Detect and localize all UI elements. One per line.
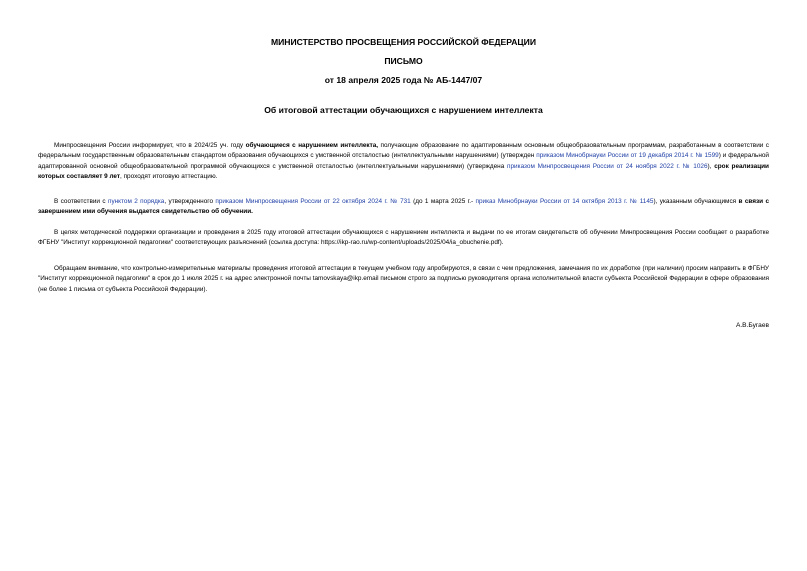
p2-text-3: (до 1 марта 2025 г.-	[410, 198, 476, 205]
p1-bold-2: срок реализации которых составляет 9 лет	[38, 162, 769, 181]
p1-text-5: , проходят итоговую аттестацию.	[120, 173, 218, 181]
p1-text-3: ) и федеральной адаптированной основной общеобразовательной программой обучающихся с умственной отсталостью (интеллектуальными нарушениями) (утверждена	[38, 152, 769, 170]
p1-bold-1: обучающиеся с нарушением интеллекта,	[245, 142, 379, 149]
date-number: от 18 апреля 2025 года № АБ-1447/07	[324, 75, 483, 85]
link-order-1599[interactable]: приказом Минобрнауки России от 19 декабря 2014 г. № 1599	[536, 152, 719, 160]
paragraph-4: Обращаем внимание, что контрольно-измерительные материалы проведения итоговой аттестации в текущем учебном году апробируются, в связи с чем предложения, замечания по их доработке (при наличии) просим направить в ФГБНУ "Институт коррекционной педагогики" в срок до 1 июля 2025 г. на адрес электронной почты tamovskaya@ikp.email письмом строго за подписью руководителя органа исполнительной власти субъекта Российской Федерации в сфере образования (не более 1 письма от субъекта Российской Федерации).	[38, 265, 769, 293]
document-type: ПИСЬМО	[384, 56, 423, 66]
link-order-731[interactable]: приказом Минпросвещения России от 22 октября 2024 г. № 731	[215, 198, 411, 205]
p1-text-2: получающие образование по адаптированным основным общеобразовательным программам, разработанным в соответствии с федеральным государственным образовательным стандартом образования обучающихся с умственной отсталостью (интеллектуальными нарушениями) (утвержден	[38, 142, 769, 160]
link-order-1145[interactable]: приказ Минобрнауки России от 14 октября 2013 г. № 1145	[475, 198, 654, 205]
signature: А.В.Бугаев	[735, 322, 769, 329]
link-point-2-procedure[interactable]: пунктом 2 порядка	[107, 198, 165, 205]
link-order-1026[interactable]: приказом Минпросвещения России от 24 ноября 2022 г. № 1026	[507, 162, 708, 170]
ministry-heading: МИНИСТЕРСТВО ПРОСВЕЩЕНИЯ РОССИЙСКОЙ ФЕДЕРАЦИИ	[270, 37, 537, 47]
p2-bold-1: в связи с завершением ими обучения выдается свидетельство об обучении.	[38, 198, 770, 216]
paragraph-3: В целях методической поддержки организации и проведения в 2025 году итоговой аттестации обучающихся с нарушением интеллекта и выдачи по ее итогам свидетельств об обучении Минпросвещения России сообщает о разработке ФГБНУ "Институт коррекционной педагогики" соответствующих разъяснений (ссылка доступа: https://ikp-rao.ru/wp-content/uploads/2025/04/ia_obuchenie.pdf).	[38, 229, 769, 247]
paragraph-1	[38, 141, 769, 183]
document-subject: Об итоговой аттестации обучающихся с нарушением интеллекта	[264, 105, 543, 115]
p2-text-1: В соответствии с	[54, 198, 108, 205]
p2-text-2: , утвержденного	[164, 198, 216, 205]
p2-text-4: ), указанным обучающимся	[653, 198, 739, 205]
paragraph-2	[38, 197, 769, 218]
p1-text-4: ),	[707, 162, 715, 170]
p1-text-1: Минпросвещения России информирует, что в 2024/25 уч. году	[54, 142, 246, 149]
